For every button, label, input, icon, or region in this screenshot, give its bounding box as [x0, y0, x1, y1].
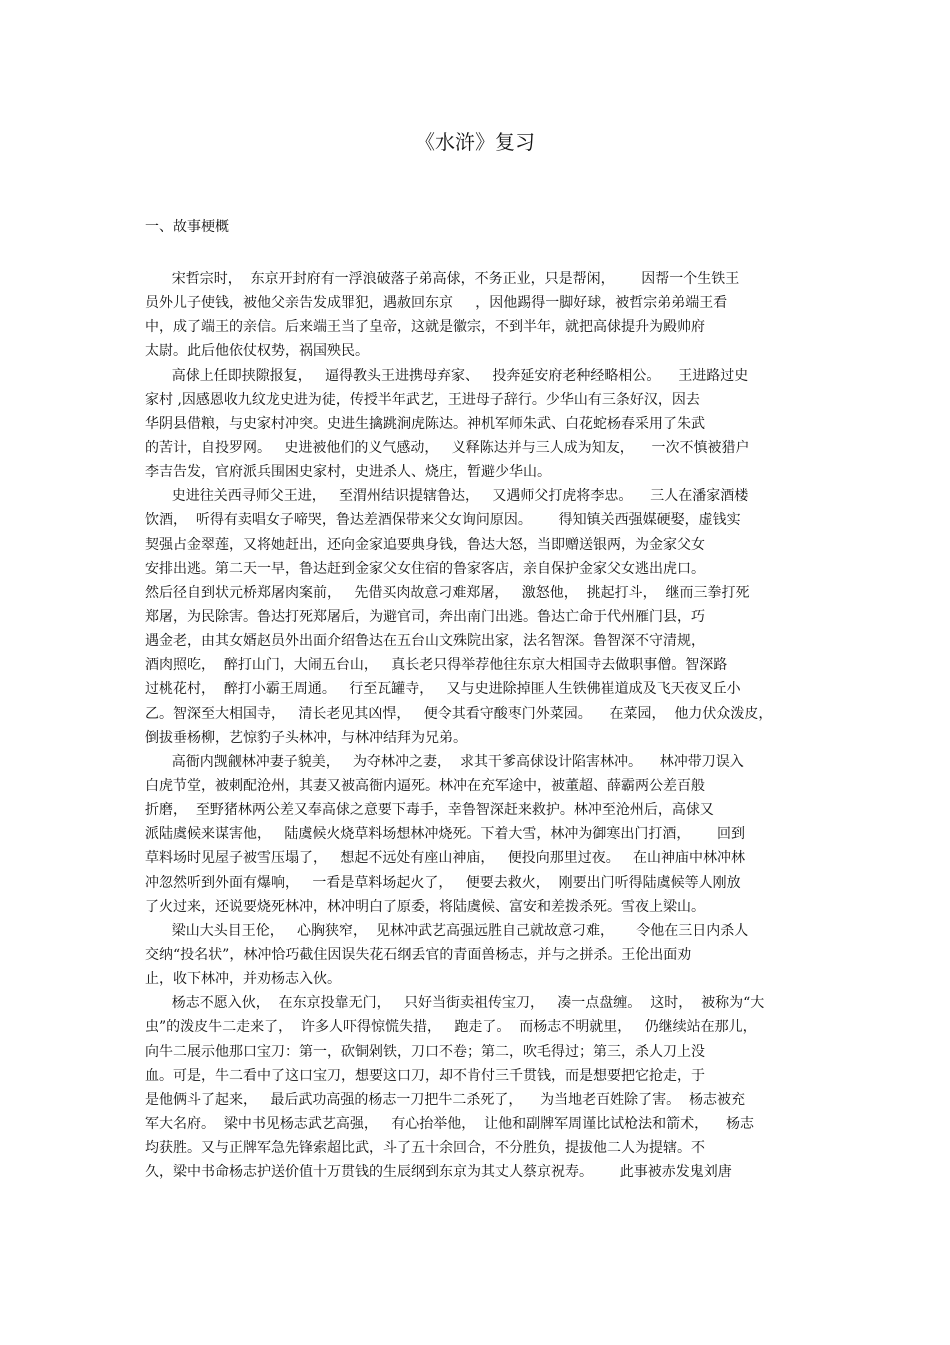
text-line: 乙。智深至大相国寺， 清长老见其凶悍， 便令其看守酸枣门外菜园。 在菜园， 他力伏众泼皮， — [145, 705, 773, 722]
document-title: 《水浒》复习 — [415, 130, 535, 154]
text-line: 均获胜。又与正牌军急先锋索超比武，斗了五十余回合，不分胜负，提拔他二人为提辖。不 — [145, 1140, 705, 1157]
text-line: 员外儿子使钱，被他父亲告发成罪犯，遇赦回东京 ，因他踢得一脚好球，被哲宗弟弟端王看 — [145, 295, 728, 312]
text-line: 酒肉照吃， 醉打山门，大闹五台山， 真长老只得举荐他往东京大相国寺去做职事僧。智深路 — [145, 657, 728, 674]
text-line: 遇金老，由其女婿赵员外出面介绍鲁达在五台山文殊院出家，法名智深。鲁智深不守清规， — [145, 633, 705, 650]
text-line: 中，成了端王的亲信。后来端王当了皇帝，这就是徽宗，不到半年，就把高俅提升为殿帅府 — [145, 319, 705, 336]
text-line: 白虎节堂，被刺配沧州，其妻又被高衙内逼死。林冲在充军途中，被董超、薛霸两公差百般 — [145, 777, 705, 794]
text-line: 虫”的泼皮牛二走来了， 许多人吓得惊慌失措， 跑走了。 而杨志不明就里， 仍继续站在那儿， — [145, 1019, 757, 1036]
text-line: 李吉告发，官府派兵围困史家村，史进杀人、烧庄，暂避少华山。 — [145, 464, 551, 481]
text-line: 倒拔垂杨柳，艺惊豹子头林冲，与林冲结拜为兄弟。 — [145, 729, 467, 746]
text-line: 过桃花村， 醉打小霸王周通。 行至瓦罐寺， 又与史进除掉匪人生铁佛崔道成及飞天夜叉丘小 — [145, 681, 741, 698]
text-line: 止，收下林冲，并劝杨志入伙。 — [145, 971, 341, 988]
text-line: 向牛二展示他那口宝刀：第一，砍铜剁铁，刀口不卷；第二，吹毛得过；第三，杀人刀上没 — [145, 1043, 705, 1060]
text-line: 安排出逃。第二天一早，鲁达赶到金家父女住宿的鲁家客店，亲自保护金家父女逃出虎口。 — [145, 560, 705, 577]
text-line: 太尉。此后他依仗权势，祸国殃民。 — [145, 343, 369, 360]
text-line: 史进往关西寻师父王进， 至渭州结识提辖鲁达， 又遇师父打虎将李忠。 三人在潘家酒楼 — [145, 488, 749, 505]
text-line: 杨志不愿入伙， 在东京投靠无门， 只好当街卖祖传宝刀， 凑一点盘缠。 这时， 被称为“大 — [145, 995, 765, 1012]
text-line: 军大名府。 梁中书见杨志武艺高强， 有心抬举他， 让他和副牌军周谨比试枪法和箭术， 杨志 — [145, 1115, 754, 1132]
text-line: 交纳“投名状”，林冲恰巧截住因误失花石纲丢官的青面兽杨志，并与之拼杀。王伦出面劝 — [145, 946, 692, 963]
text-line: 契强占金翠莲，又将她赶出，还向金家追要典身钱，鲁达大怒，当即赠送银两，为金家父女 — [145, 536, 705, 553]
text-line: 家村 ,因感恩收九纹龙史进为徒，传授半年武艺，王进母子辞行。少华山有三条好汉，因去 — [145, 391, 700, 408]
text-line: 折磨， 至野猪林两公差又奉高俅之意要下毒手，幸鲁智深赶来救护。林冲至沧州后，高俅又 — [145, 802, 714, 819]
text-line: 是他俩斗了起来， 最后武功高强的杨志一刀把牛二杀死了， 为当地老百姓除了害。 杨志被充 — [145, 1091, 746, 1108]
text-line: 饮酒， 听得有卖唱女子啼哭，鲁达差酒保带来父女询问原因。 得知镇关西强媒硬娶，虚钱实 — [145, 512, 741, 529]
text-line: 久，梁中书命杨志护送价值十万贯钱的生辰纲到东京为其丈人蔡京祝寿。 此事被赤发鬼刘唐 — [145, 1164, 732, 1181]
text-line: 梁山大头目王伦， 心胸狭窄， 见林冲武艺高强远胜自己就故意刁难， 令他在三日内杀人 — [145, 922, 749, 939]
text-line: 血。可是，牛二看中了这口宝刀，想要这口刀，却不肯付三千贯钱，而是想要把它抢走，于 — [145, 1067, 705, 1084]
text-line: 华阴县借粮，与史家村冲突。史进生擒跳涧虎陈达。神机军师朱武、白花蛇杨春采用了朱武 — [145, 415, 705, 432]
text-line: 派陆虞候来谋害他， 陆虞候火烧草料场想林冲烧死。下着大雪，林冲为御寒出门打酒， 回到 — [145, 826, 746, 843]
text-line: 的苦计，自投罗网。 史进被他们的义气感动， 义释陈达并与三人成为知友， 一次不慎被猎户 — [145, 439, 750, 456]
text-line: 了火过来，还说要烧死林冲，林冲明白了原委，将陆虞候、富安和差拨杀死。雪夜上梁山。 — [145, 898, 705, 915]
text-line: 宋哲宗时， 东京开封府有一浮浪破落子弟高俅，不务正业，只是帮闲， 因帮一个生铁王 — [145, 271, 740, 287]
text-line: 然后径自到状元桥郑屠肉案前， 先借买肉故意刁难郑屠， 激怒他， 挑起打斗， 继而三拳打死 — [145, 584, 750, 601]
body-text — [145, 267, 805, 1184]
section-heading: 一、故事梗概 — [145, 219, 229, 235]
text-line: 冲忽然听到外面有爆响， 一看是草料场起火了， 便要去救火， 刚要出门听得陆虞候等人刚放 — [145, 874, 741, 891]
text-line: 草料场时见屋子被雪压塌了， 想起不远处有座山神庙， 便投向那里过夜。 在山神庙中林冲林 — [145, 850, 746, 867]
text-line: 高衙内觊觎林冲妻子貌美， 为夺林冲之妻， 求其干爹高俅设计陷害林冲。 林冲带刀误入 — [145, 753, 744, 770]
text-line: 高俅上任即挟隙报复， 逼得教头王进携母弃家、 投奔延安府老种经略相公。 王进路过史 — [145, 367, 749, 384]
text-line: 郑屠，为民除害。鲁达打死郑屠后，为避官司，奔出南门出逃。鲁达亡命于代州雁门县，巧 — [145, 608, 705, 625]
